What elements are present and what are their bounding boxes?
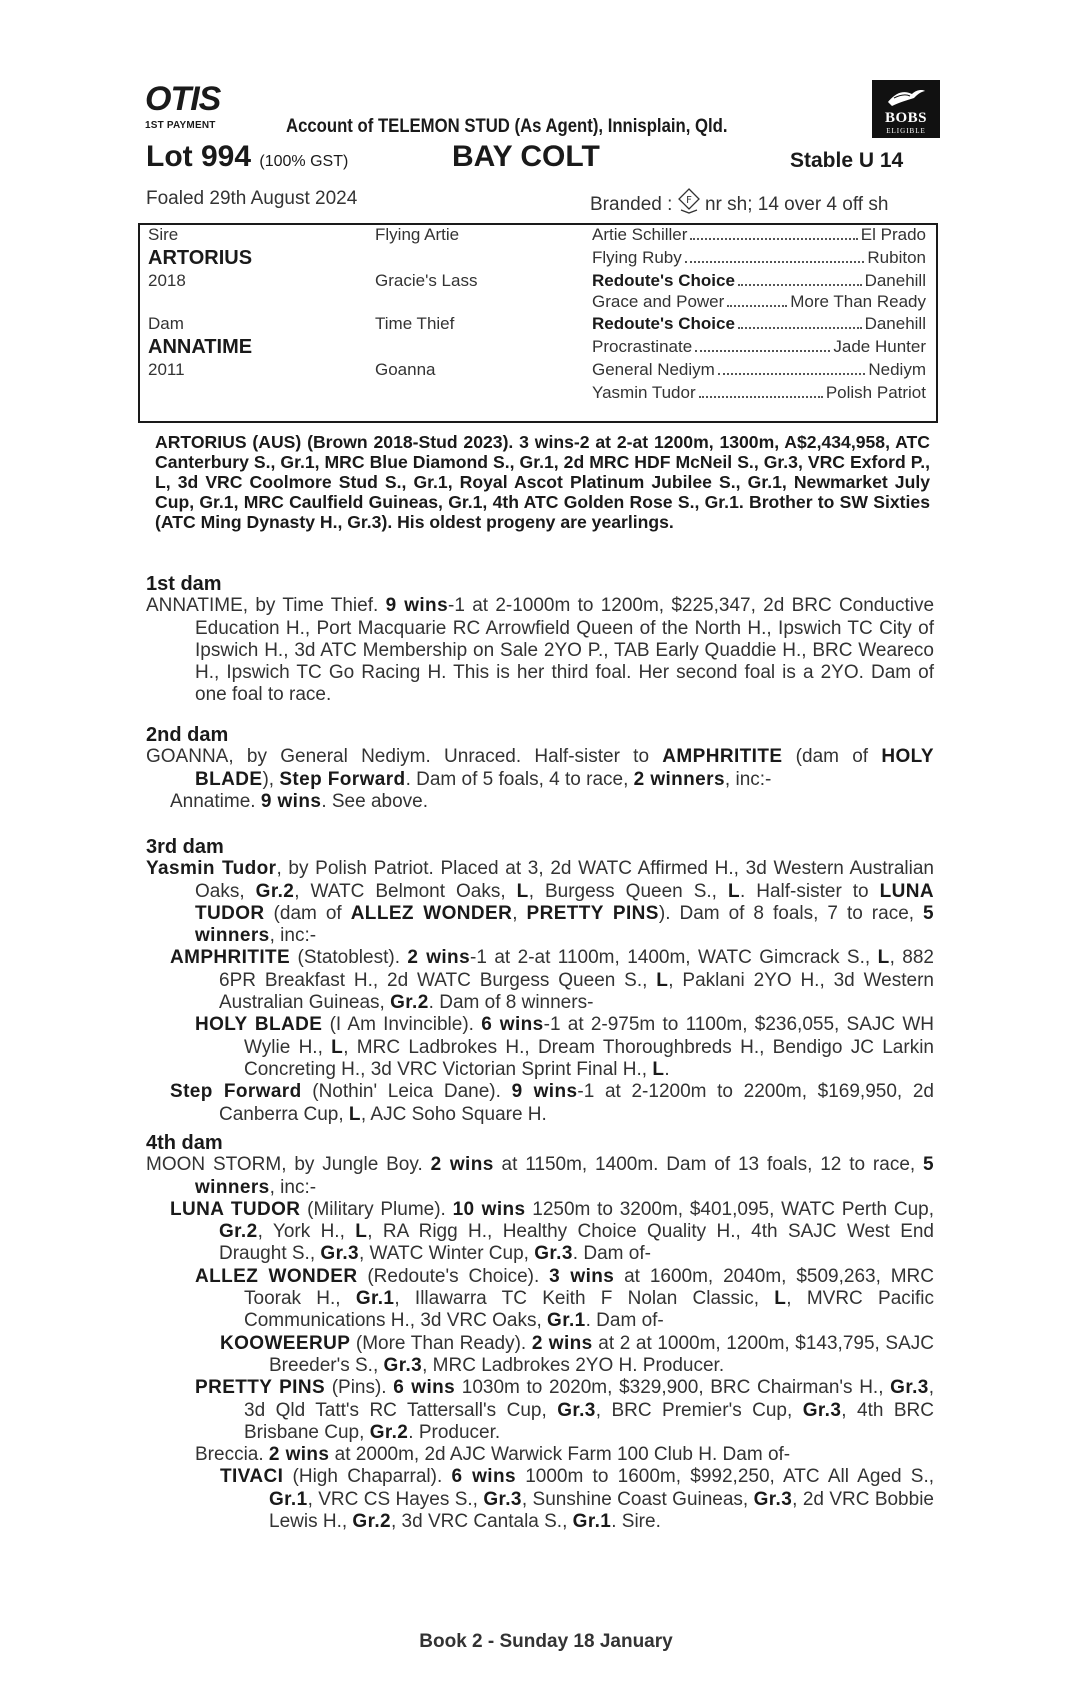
gst-label: (100% GST) xyxy=(259,153,349,170)
grandparent-row: Yasmin Tudor Polish Patriot xyxy=(592,383,926,402)
branded-detail: nr sh; 14 over 4 off sh xyxy=(704,194,889,215)
progeny-breccia: Breccia. 2 wins at 2000m, 2d AJC Warwick Farm 100 Club H. Dam of- xyxy=(195,1444,791,1466)
fourth-dam-text: MOON STORM, by Jungle Boy. 2 wins at 1150m, 1400m. Dam of 13 foals, 12 to race, 5 winners, inc:- xyxy=(146,1154,934,1198)
dam-label: Dam xyxy=(148,314,184,333)
sire-label: Sire xyxy=(148,225,179,244)
dam-name: ANNATIME xyxy=(148,336,253,358)
foaled-date: Foaled 29th August 2024 xyxy=(146,188,358,209)
lot-number xyxy=(146,140,348,174)
grandparent-row: Grace and Power More Than Ready xyxy=(592,292,926,311)
fourth-dam-section xyxy=(146,1132,934,1533)
progeny-luna-tudor: LUNA TUDOR (Military Plume). 10 wins 1250m to 3200m, $401,095, WATC Perth Cup, Gr.2, York H., L, RA Rigg H., Healthy Choice Quality H., 4th SAJC West End Draught S., Gr.3, WATC Winter Cup, Gr.3. Dam of- xyxy=(170,1198,935,1265)
pedigree-box xyxy=(138,223,938,423)
sire-name: ARTORIUS xyxy=(148,247,253,269)
second-dam-section xyxy=(146,724,934,813)
second-dam-progeny: Annatime. 9 wins. See above. xyxy=(170,790,429,812)
dam-year: 2011 xyxy=(148,360,185,379)
progeny-holy-blade: HOLY BLADE (I Am Invincible). 6 wins-1 at 2-975m to 1100m, $236,055, SAJC WH Wylie H., L, MRC Ladbrokes H., Dream Thoroughbreds H., Bendigo JC Larkin Concreting H., 3d VRC Victorian Sprint Final H., L. xyxy=(195,1014,934,1080)
vendor-account: Account of TELEMON STUD (As Agent), Innisplain, Qld. xyxy=(286,116,728,137)
branded-info xyxy=(590,188,888,216)
second-dam-heading: 2nd dam xyxy=(146,724,229,746)
branded-label: Branded : xyxy=(590,194,673,215)
progeny-allez-wonder: ALLEZ WONDER (Redoute's Choice). 3 wins at 1600m, 2040m, $509,263, MRC Toorak H., Gr.1, Illawarra TC Keith F Nolan Classic, L, MVRC Pacific Communications H., 3d VRC Oaks, Gr.1. Dam of- xyxy=(195,1265,935,1332)
page-footer: Book 2 - Sunday 18 January xyxy=(419,1631,673,1652)
sire-sire: Flying Artie xyxy=(375,225,460,244)
grandparent-row: Redoute's Choice Danehill xyxy=(592,271,926,290)
bobs-badge xyxy=(872,80,940,138)
payment-label: 1ST PAYMENT xyxy=(145,120,216,131)
progeny-kooweerup: KOOWEERUP (More Than Ready). 2 wins at 2 at 1000m, 1200m, $143,795, SAJC Breeder's S., Gr.3, MRC Ladbrokes 2YO H. Producer. xyxy=(220,1332,934,1376)
sire-dam: Gracie's Lass xyxy=(375,271,478,290)
progeny-pretty-pins: PRETTY PINS (Pins). 6 wins 1030m to 2020m, $329,900, BRC Chairman's H., Gr.3, 3d Qld Tatt's RC Tattersall's Cup, Gr.3, BRC Premier's Cup, Gr.3, 4th BRC Brisbane Cup, Gr.2. Producer. xyxy=(195,1377,934,1443)
third-dam-heading: 3rd dam xyxy=(146,836,224,858)
bobs-subtitle: ELIGIBLE xyxy=(886,127,926,135)
third-dam-text: Yasmin Tudor, by Polish Patriot. Placed at 3, 2d WATC Affirmed H., 3d Western Australian Oaks, Gr.2, WATC Belmont Oaks, L, Burgess Queen S., L. Half-sister to LUNA TUDOR (dam of ALLEZ WONDER, PRETTY PINS). Dam of 8 foals, 7 to race, 5 winners, inc:- xyxy=(146,858,935,947)
sire-year: 2018 xyxy=(148,271,186,290)
third-dam-section xyxy=(146,836,934,1126)
second-dam-text: GOANNA, by General Nediym. Unraced. Half-sister to AMPHRITITE (dam of HOLY BLADE), Step Forward. Dam of 5 foals, 4 to race, 2 winners, inc:- xyxy=(146,746,934,790)
progeny-amphritite: AMPHRITITE (Statoblest). 2 wins-1 at 2-at 1100m, 1400m, WATC Gimcrack S., L, 882 6PR Breakfast H., 2d WATC Burgess Queen S., L, Paklani 2YO H., 3d Western Australian Guineas, Gr.2. Dam of 8 winners- xyxy=(170,947,934,1014)
horse-bird-icon xyxy=(886,86,926,108)
grandparent-row: Artie Schiller El Prado xyxy=(592,225,926,244)
first-dam-section xyxy=(146,573,934,707)
grandparent-row: Redoute's Choice Danehill xyxy=(592,314,926,333)
grandparent-row: Procrastinate Jade Hunter xyxy=(592,337,926,356)
fourth-dam-heading: 4th dam xyxy=(146,1132,223,1154)
brand-mark-icon xyxy=(678,188,700,214)
first-dam-text: ANNATIME, by Time Thief. 9 wins-1 at 2-1000m to 1200m, $225,347, 2d BRC Conductive Education H., Port Macquarie RC Arrowfield Queen of the North H., Ipswich TC City of Ipswich H., 3d ATC Membership on Sale 2YO P., TAB Early Quaddie H., BRC Weareco H., Ipswich TC Go Racing H. This is her third foal. Her second foal is a 2YO. Dam of one foal to race. xyxy=(146,595,935,706)
horse-description: BAY COLT xyxy=(452,140,600,173)
grandparent-row: Flying Ruby Rubiton xyxy=(592,248,926,267)
bobs-title: BOBS xyxy=(884,110,928,126)
otis-logo xyxy=(145,80,245,132)
progeny-tivaci: TIVACI (High Chaparral). 6 wins 1000m to 1600m, $992,250, ATC All Aged S., Gr.1, VRC CS Hayes S., Gr.3, Sunshine Coast Guineas, Gr.3, 2d VRC Bobbie Lewis H., Gr.2, 3d VRC Cantala S., Gr.1. Sire. xyxy=(220,1466,934,1533)
sire-summary: ARTORIUS (AUS) (Brown 2018-Stud 2023). 3 wins-2 at 2-at 1200m, 1300m, A$2,434,958, ATC Canterbury S., Gr.1, MRC Blue Diamond S., Gr.1, 2d MRC HDF McNeil S., Gr.3, VRC Exford P., L, 3d VRC Coolmore Stud S., Gr.1, Royal Ascot Platinum Jubilee S., Gr.1, Newmarket July Cup, Gr.1, MRC Caulfield Guineas, Gr.1, 4th ATC Golden Rose S., Gr.1. Brother to SW Sixties (ATC Ming Dynasty H., Gr.3). His oldest progeny are yearlings. xyxy=(155,432,930,532)
stable-number: Stable U 14 xyxy=(790,149,904,172)
dam-dam: Goanna xyxy=(375,360,436,379)
dam-sire: Time Thief xyxy=(375,314,455,333)
brand-letter: F xyxy=(685,195,692,206)
otis-wordmark: OTIS xyxy=(145,80,221,118)
progeny-step-forward: Step Forward (Nothin' Leica Dane). 9 wins-1 at 2-1200m to 2200m, $169,950, 2d Canberra Cup, L, AJC Soho Square H. xyxy=(170,1081,934,1125)
lot-label: Lot 994 xyxy=(146,140,252,173)
first-dam-heading: 1st dam xyxy=(146,573,222,595)
grandparent-row: General Nediym Nediym xyxy=(592,360,926,379)
